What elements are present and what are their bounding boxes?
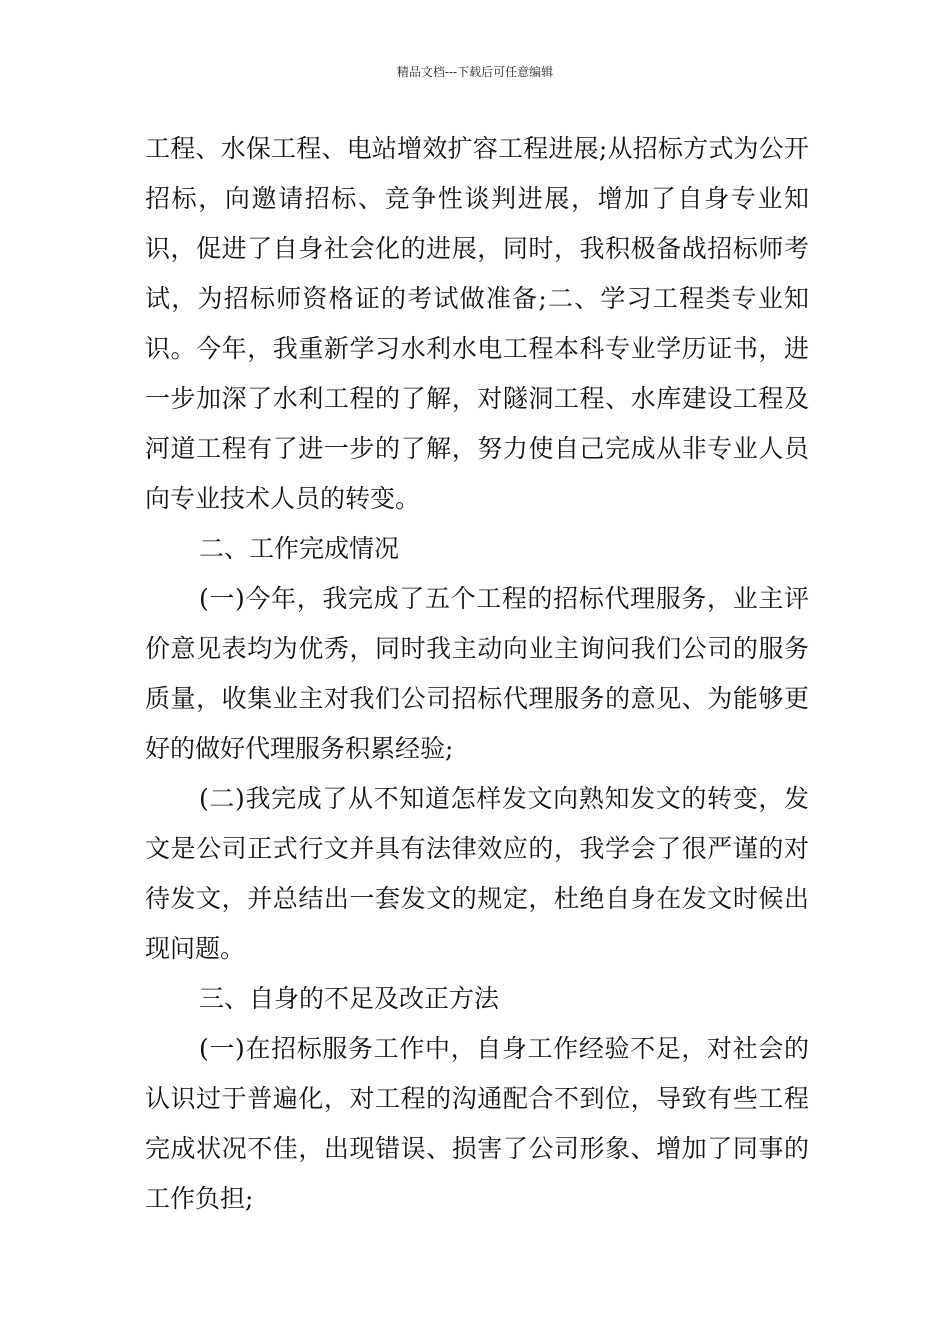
paragraph-shortcoming-1: (一)在招标服务工作中，自身工作经验不足，对社会的认识过于普遍化，对工程的沟通配合不到位，导致有些工程完成状况不佳，出现错误、损害了公司形象、增加了同事的工作负担;: [145, 1034, 809, 1213]
section-heading-shortcomings: 三、自身的不足及改正方法: [199, 984, 500, 1013]
section-heading-work-completion: 二、工作完成情况: [199, 534, 400, 563]
document-body: [145, 124, 809, 1224]
page-header: 精品文档---下载后可任意编辑: [396, 65, 554, 79]
paragraph-item-2: (二)我完成了从不知道怎样发文向熟知发文的转变，发文是公司正式行文并具有法律效应的，我学会了很严谨的对待发文，并总结出一套发文的规定，杜绝自身在发文时候出现问题。: [145, 784, 809, 963]
paragraph-continuation: 工程、水保工程、电站增效扩容工程进展;从招标方式为公开招标，向邀请招标、竞争性谈判进展，增加了自身专业知识，促进了自身社会化的进展，同时，我积极备战招标师考试，为招标师资格证的考试做准备;二、学习工程类专业知识。今年，我重新学习水利水电工程本科专业学历证书，进一步加深了水利工程的了解，对隧洞工程、水库建设工程及河道工程有了进一步的了解，努力使自己完成从非专业人员向专业技术人员的转变。: [145, 134, 809, 513]
paragraph-item-1: (一)今年，我完成了五个工程的招标代理服务，业主评价意见表均为优秀，同时我主动向业主询问我们公司的服务质量，收集业主对我们公司招标代理服务的意见、为能够更好的做好代理服务积累经验;: [145, 584, 809, 763]
